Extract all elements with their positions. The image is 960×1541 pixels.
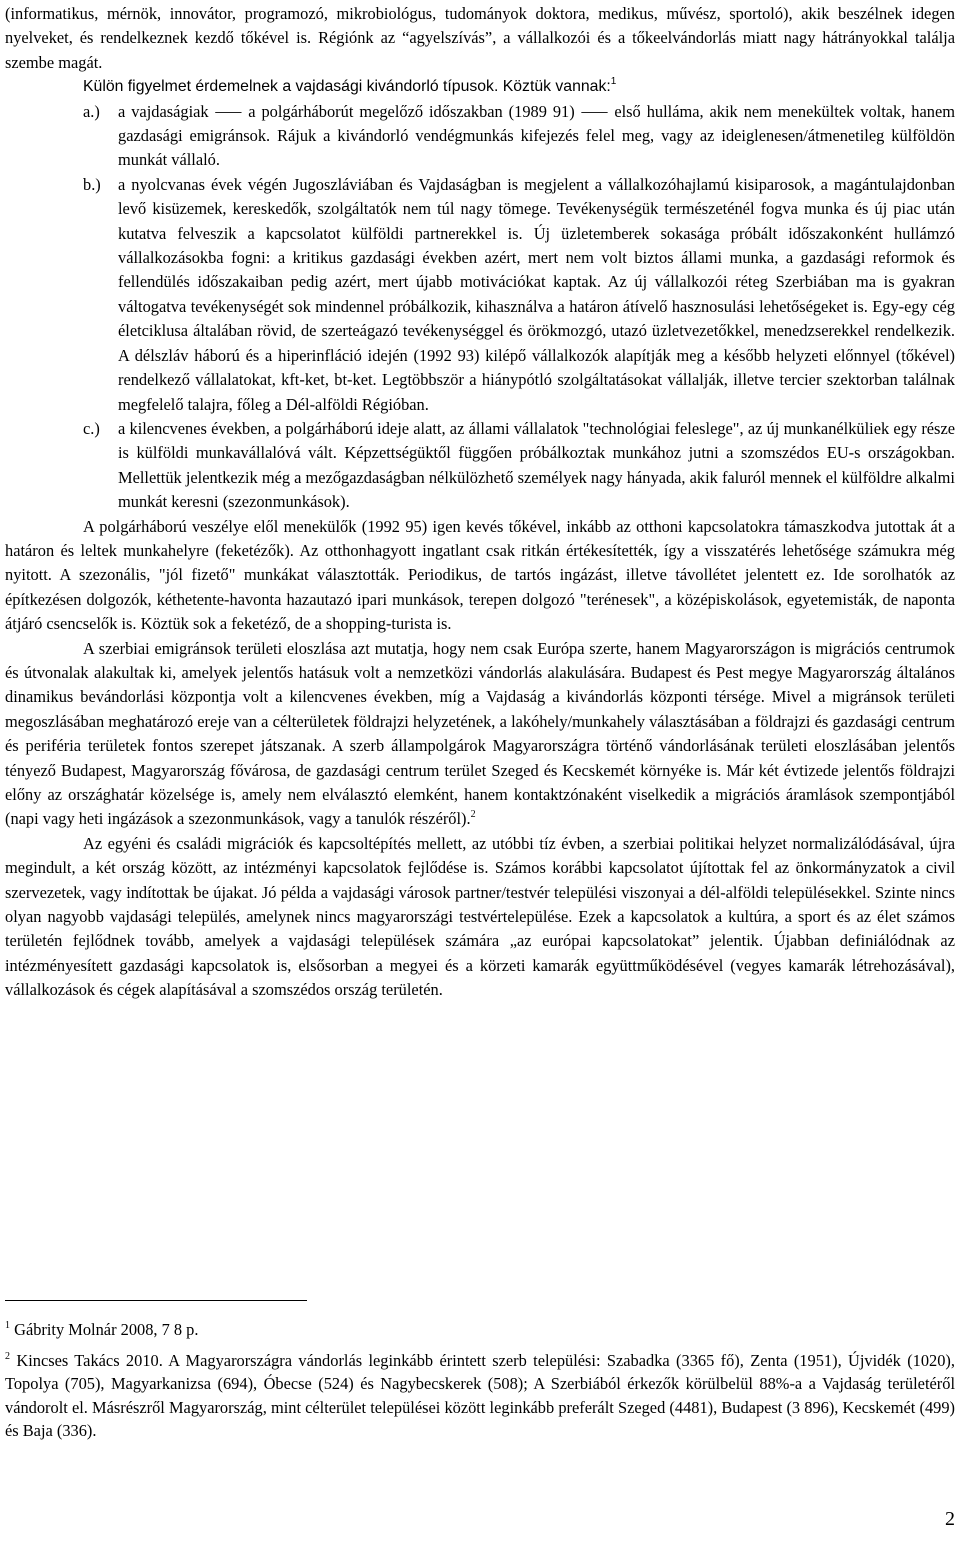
distribution-text: A szerbiai emigránsok területi eloszlása azt mutatja, hogy nem csak Európa szerte, hanem Magyarországon is migrációs centrumok és útvonalak alakultak ki, amelyek jelentős hatásuk volt a nemzetközi vándorlás alakulására. Budapest és Pest megye Magyarország általános dinamikus bevándorlási központja volt a kilencvenes években, míg a Vajdaság a kivándorlás központi térsége. Mivel a migránsok területi megoszlásában meghatározó ereje van a célterületek földrajzi helyzetének, a lakóhely/munkahely választásában a földrajzi és gazdasági centrum és periféria területek fontos szerepet játszanak. A szerb állampolgárok Magyarországra történő vándorlásának területi eloszlásában jelentős tényező Budapest, Magyarország fővárosa, de gazdasági centrum terület Szeged és Kecskemét környéke is. Már két évtizede jelentős földrajzi előny az országhatár közelsége is, amely nem elválasztó elemként, hanem kontaktzónaként viselkedik a migrációs áramlások szempontjából (napi vagy heti ingázások a szezonmunkások, vagy a tanulók részéről). xyxy=(5,638,955,829)
paragraph-types-intro xyxy=(5,75,955,99)
list-item-label: a.) xyxy=(83,101,100,121)
paragraph-institutions: Az egyéni és családi migrációk és kapcsoltépítés mellett, az utóbbi tíz évben, a szerbiai politikai helyzet normalizálódásával, újra megindult, a két ország között, az intézményi kapcsolatok fejlődése is. Számos korábbi kapcsolatot újítottak fel az önkormányzatok a civil szervezetek, vagy indítottak be újakat. Jó példa a vajdasági városok partner/testvér települési viszonyai a dél-alföldi településekkel. Szinte nincs olyan nagyobb vajdasági település, amelynek nincs magyarországi testvértelepülése. Ezek a kapcsolatok a kultúra, a sport és az élet számos területén fejlődnek tovább, amelyek a vajdasági települések számára „az európai kapcsolatokat” jelentik. Újabban definiálódnak az intézményesített gazdasági kapcsolatok is, elsősorban a megyei és a körzeti kamarák együttműködésével (vegyes kamarák létrehozásával), vállalkozások és cégek alapításával a szomszédos ország területén. xyxy=(5,833,955,1000)
footnote-number: 1 xyxy=(5,1320,10,1331)
footnote-2 xyxy=(5,1349,955,1442)
footnote-text: Kincses Takács 2010. A Magyarországra vándorlás leginkább érintett szerb települési: Szabadka (3365 fő), Zenta (1951), Újvidék (1020), Topolya (705), Magyarkanizsa (694), Óbecse (524) és Nagybecskerek (508); A Szerbiából érkezők körülbelül 88%-a a Vajdaság területéről vándorolt el. Másrészről Magyarország, mint célterület települései között leginkább preferált Szeged (4481), Budapest (3 896), Kecskemét (499) és Baja (336). xyxy=(5,1351,955,1440)
footnotes xyxy=(5,1318,955,1442)
list-item-label: c.) xyxy=(83,418,100,438)
paragraph-intro: (informatikus, mérnök, innovátor, programozó, mikrobiológus, tudományok doktora, medikus, művész, sportoló), akik beszélnek idegen nyelveket, és rendelkeznek kezdő tőkével is. Régiónk az “agyelszívás”, a vállalkozói és a tőkeelvándorlás miatt nagy hátrányokkal találja szembe magát. xyxy=(5,4,955,72)
footnote-ref-2[interactable]: 2 xyxy=(470,809,476,821)
page-number: 2 xyxy=(945,1508,955,1530)
list-item-text: a nyolcvanas évek végén Jugoszláviában és Vajdaságban is megjelent a vállalkozóhajlamú kisiparosok, a magántulajdonban levő kisüzemek, kereskedők, szolgáltatók nem túl nagy tömege. Tevékenységük természeténél fogva munka és új piac után kutatva felveszik a kapcsolatot külföldi partnerekkel is. Új üzletemberek sokasága próbált időszakonként hullámzó vállalkozásokba fogni: a kritikus gazdasági években azért, mert nem volt biztos állami munka, a gazdasági reformok és fellendülés időszakaiban pedig azért, mert újabb motivációkat kaptak. Az új vállalkozói réteg Szerbiában ma is gyakran váltogatva tevékenységét sok mindennel próbálkozik, kihasználva a határon átívelő hasznosulási lehetőségeket is. Egy-egy cég életciklusa általában rövid, de szerteágazó tevékenységgel és örökmozgó, utazó üzletvezetőkkel, menedzserekkel rendelkezik. A délszláv háború és a hiperinfláció idején (1992 93) kilépő vállalkozók alapítják meg a később helyzeti előnnyel (tőkével) rendelkező vállalatokat, kft-ket, bt-ket. Legtöbbször a hiánypótló szolgáltatásokat vállalják, illetve tercier szektorban találnak megfelelő talajra, főleg a Dél-alföldi Régióban. xyxy=(118,174,955,414)
paragraph-distribution xyxy=(5,637,955,832)
list-item-label: b.) xyxy=(83,174,101,194)
footnote-1 xyxy=(5,1318,955,1341)
list-item-text: a kilencvenes években, a polgárháború ideje alatt, az állami vállalatok "technológiai feleslege", az új munkanélküliek egy része is külföldi munkavállalóvá vált. Képzettségüktől függően próbálkoztak munkához jutni a szomszédos EU-s országokban. Mellettük jelentkezik még a mezőgazdaságban nélkülözhető személyek nagy hányada, akik faluról mennek el külföldre alkalmi munkát keresni (szezonmunkások). xyxy=(118,418,955,512)
body-text xyxy=(5,2,955,1003)
list-item-b xyxy=(5,173,955,417)
list-item-a xyxy=(5,100,955,173)
footnote-number: 2 xyxy=(5,1351,10,1363)
paragraph-refugees: A polgárháború veszélye elől menekülők (1992 95) igen kevés tőkével, inkább az otthoni kapcsolatokra támaszkodva jutottak át a határon és leltek munkahelyre (feketézők). Az otthonhagyott ingatlant csak ritkán értékesítették, így a visszatérés lehetősége számukra még nyitott. A szezonális, "jól fizető" munkákat választották. Periodikus, de tartós ingázást, illetve távollétet jelentett ez. Ide sorolhatók az építkezésen dolgozók, kéthetente-havonta hazautazó ipari munkások, terepen dolgozó "terénesek", a középiskolások, egyetemisták, de naponta átjáró csencselők is. Köztük sok a feketéző, de a shopping-turista is. xyxy=(5,516,955,634)
footnote-separator xyxy=(5,1300,307,1301)
list-item-text: a vajdaságiak ⸺ a polgárháborút megelőző időszakban (1989 91) ⸺ első hulláma, akik nem menekültek voltak, hanem gazdasági emigránsok. Rájuk a kivándorló vendégmunkás kifejezés felel meg, vagy az ideiglenesen/átmenetileg külföldön munkát vállaló. xyxy=(118,101,955,170)
types-intro-text: Külön figyelmet érdemelnek a vajdasági kivándorló típusok. Köztük vannak: xyxy=(83,78,611,96)
list-item-c xyxy=(5,417,955,515)
footnote-text: Gábrity Molnár 2008, 7 8 p. xyxy=(14,1320,199,1339)
footnote-ref-1[interactable]: 1 xyxy=(610,76,617,88)
